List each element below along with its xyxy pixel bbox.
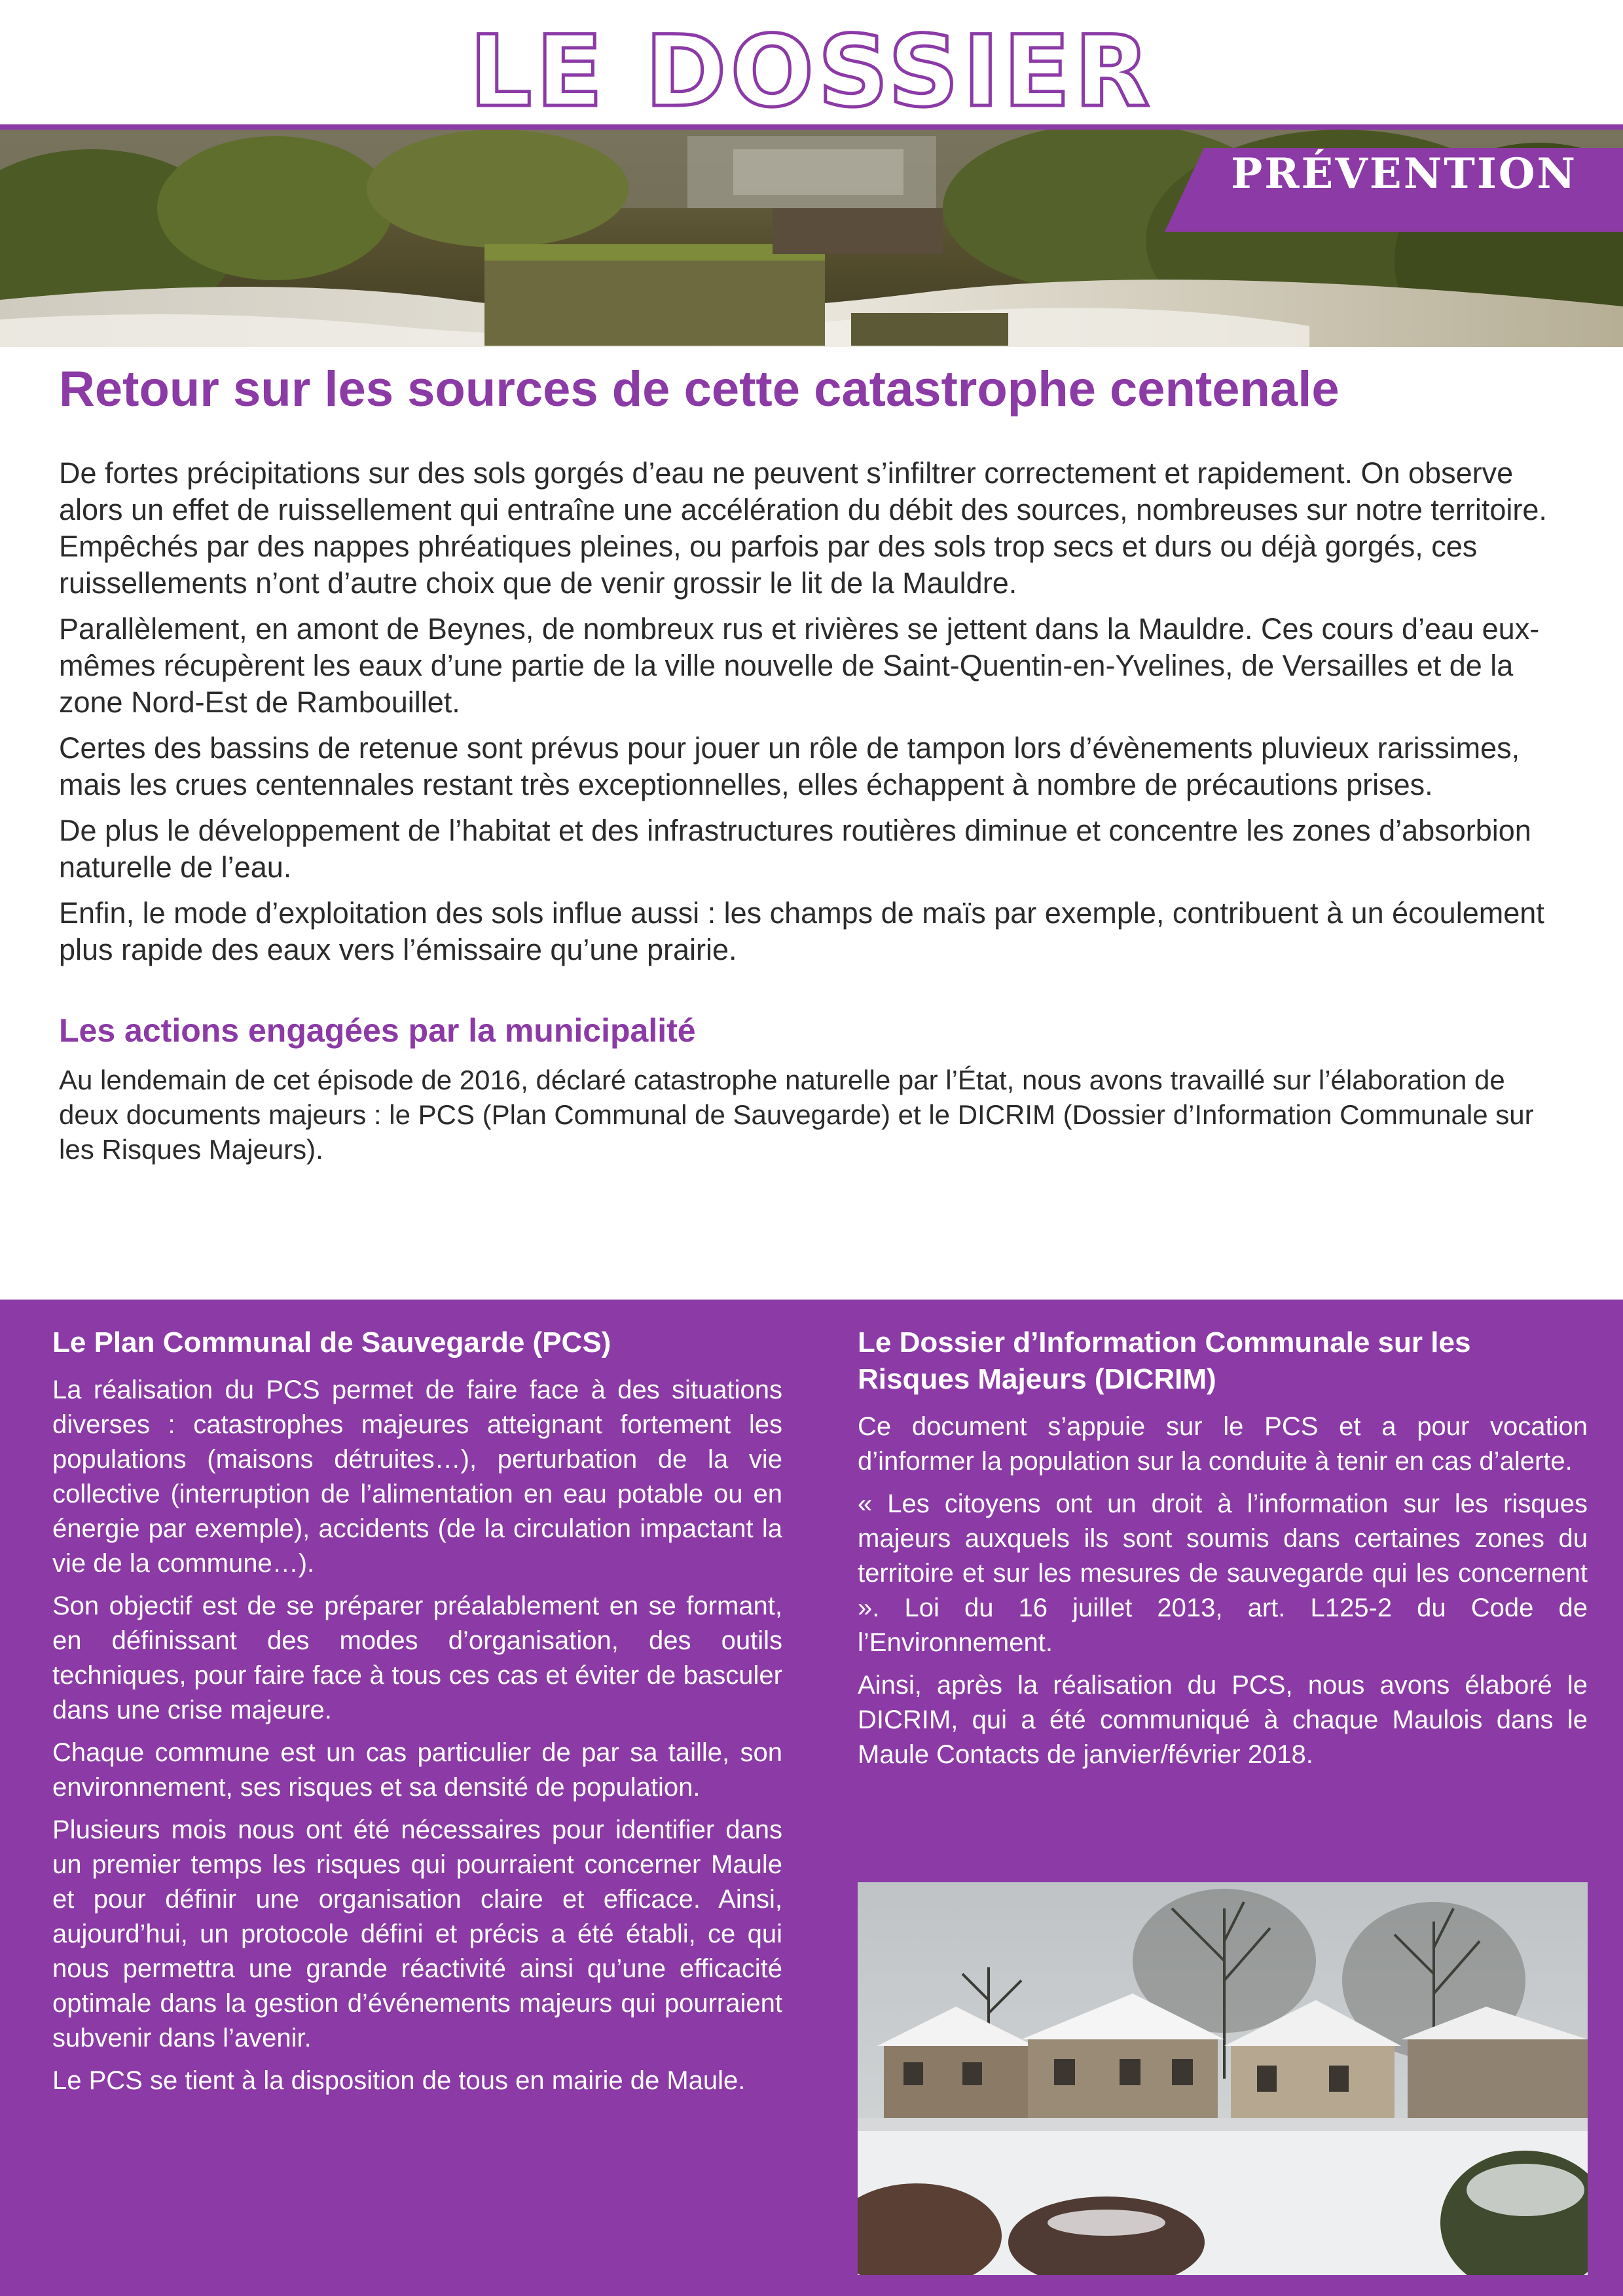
masthead [0, 15, 1623, 129]
snow-village-image [858, 1882, 1588, 2275]
article [59, 354, 1565, 1167]
article-paragraph: Parallèlement, en amont de Beynes, de nombreux rus et rivières se jettent dans la Mauldre. Ces cours d’eau eux-mêmes récupèrent les eaux d’une partie de la ville nouvelle de Saint-Quentin-en-Yvelines, de Versailles et de la zone Nord-Est de Rambouillet. [59, 612, 1540, 719]
dicrim-paragraph: « Les citoyens ont un droit à l’information sur les risques majeurs auxquels ils sont soumis dans certaines zones du territoire et sur les mesures de sauvegarde qui les concernent ». Loi du 16 juillet 2013, art. L125-2 du Code de l’Environnement. [858, 1489, 1588, 1657]
actions-paragraph: Au lendemain de cet épisode de 2016, déclaré catastrophe naturelle par l’État, nous avons travaillé sur l’élaboration de deux documents majeurs : le PCS (Plan Communal de Sauvegarde) et le DICRIM (Dossier d’Information Communale sur les Risques Majeurs). [59, 1065, 1534, 1165]
pcs-heading: Le Plan Communal de Sauvegarde (PCS) [52, 1326, 611, 1358]
actions-heading: Les actions engagées par la municipalité [59, 1012, 696, 1049]
article-title: Retour sur les sources de cette catastrophe centenale [59, 361, 1340, 417]
page-title: LE DOSSIER [469, 15, 1154, 129]
pcs-paragraph: Le PCS se tient à la disposition de tous en mairie de Maule. [52, 2066, 746, 2095]
article-paragraph: De plus le développement de l’habitat et des infrastructures routières diminue et concentre les zones d’absorbion naturelle de l’eau. [59, 814, 1531, 884]
dicrim-heading: Le Dossier d’Information Communale sur les Risques Majeurs (DICRIM) [858, 1326, 1471, 1395]
dicrim-paragraph: Ainsi, après la réalisation du PCS, nous avons élaboré le DICRIM, qui a été communiqué à chaque Maulois dans le Maule Contacts de janvier/février 2018. [858, 1671, 1588, 1769]
dicrim-paragraph: Ce document s’appuie sur le PCS et a pour vocation d’informer la population sur la conduite à tenir en cas d’alerte. [858, 1412, 1588, 1476]
pcs-paragraph: Chaque commune est un cas particulier de par sa taille, son environnement, ses risques et sa densité de population. [52, 1738, 782, 1802]
pcs-paragraph: La réalisation du PCS permet de faire face à des situations diverses : catastrophes majeures atteignant fortement les populations (maisons détruites…), perturbation de la vie collective (interruption de l’alimentation en eau potable ou en énergie par exemple), accidents (de la circulation impactant la vie de la commune…). [52, 1376, 782, 1578]
article-paragraph: De fortes précipitations sur des sols gorgés d’eau ne peuvent s’infiltrer correctement et rapidement. On observe alors un effet de ruissellement qui entraîne une accélération du débit des sources, nombreuses sur notre territoire. Empêchés par des nappes phréatiques pleines, ou parfois par des sols trop secs et durs ou déjà gorgés, ces ruissellements n’ont d’autre choix que de venir grossir le lit de la Mauldre. [59, 456, 1547, 600]
dicrim-column [858, 1324, 1588, 1780]
pcs-column [52, 1324, 782, 2106]
pcs-paragraph: Son objectif est de se préparer préalablement en se formant, en définissant des modes d’organisation, des outils techniques, pour faire face à tous ces cas et éviter de basculer dans une crise majeure. [52, 1592, 782, 1724]
banner-image [0, 124, 1623, 347]
section-tag-label: PRÉVENTION [1231, 149, 1577, 198]
article-body [59, 455, 1565, 968]
info-section [0, 1300, 1623, 2296]
pcs-paragraph: Plusieurs mois nous ont été nécessaires pour identifier dans un premier temps les risques qui pourraient concerner Maule et pour définir une organisation claire et efficace. Ainsi, aujourd’hui, un protocole défini et précis a été établi, ce qui nous permettra une grande réactivité ainsi qu’une efficacité optimale dans la gestion d’événements majeurs qui pourraient subvenir dans l’avenir. [52, 1815, 782, 2052]
article-paragraph: Enfin, le mode d’exploitation des sols influe aussi : les champs de maïs par exemple, contribuent à un écoulement plus rapide des eaux vers l’émissaire qu’une prairie. [59, 896, 1544, 966]
article-paragraph: Certes des bassins de retenue sont prévus pour jouer un rôle de tampon lors d’évènements pluvieux rarissimes, mais les crues centennales restant très exceptionnelles, elles échappent à nombre de précautions prises. [59, 731, 1520, 801]
snow-village-photo [858, 1882, 1588, 2275]
